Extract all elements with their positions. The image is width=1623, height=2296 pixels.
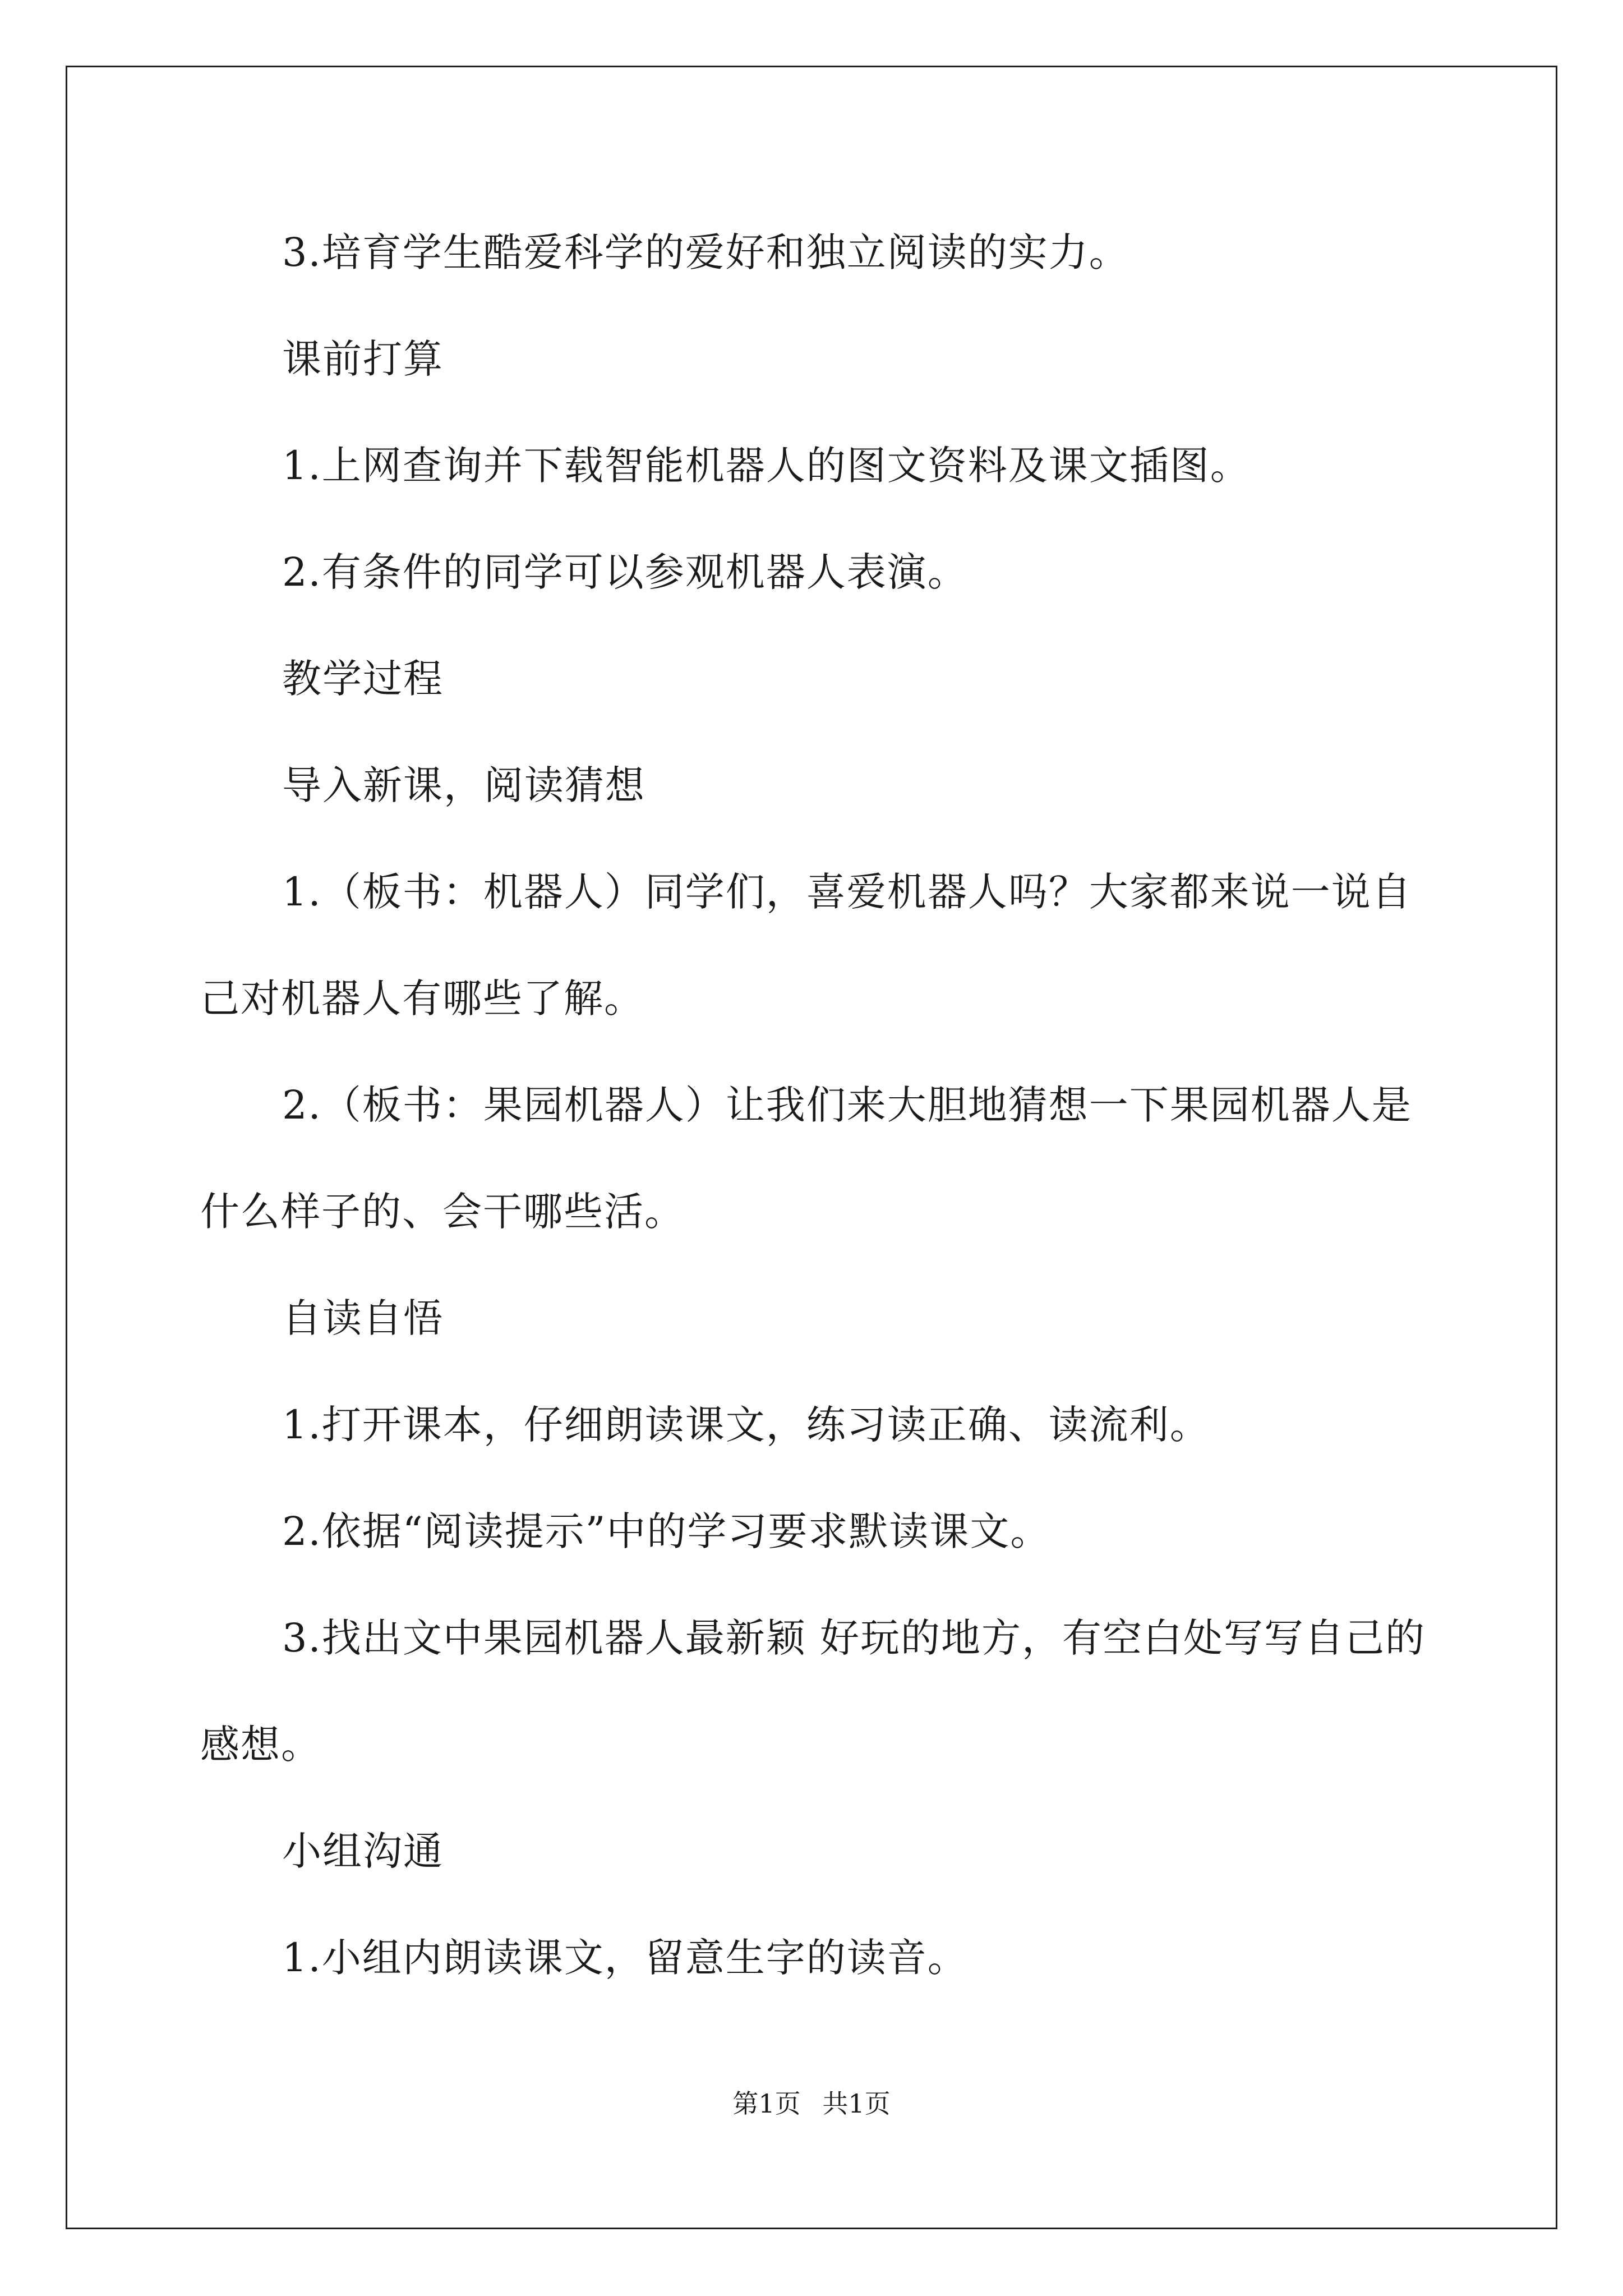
section-heading [282, 331, 1516, 387]
paragraph-line: 3.培育学生酷爱科学的爱好和独立阅读的实力。 [282, 229, 1129, 275]
paragraph-line: 1.打开课本，仔细朗读课文，练习读正确、读流利。 [282, 1402, 1210, 1448]
paragraph-line: 教学过程 [282, 656, 444, 702]
paragraph [200, 1077, 1434, 1240]
section-heading [282, 651, 1516, 707]
paragraph-line: 1.上网查询并下载智能机器人的图文资料及课文插图。 [282, 443, 1251, 489]
paragraph-line: 1.小组内朗读课文，留意生字的读音。 [282, 1935, 968, 1981]
section-heading [282, 1290, 1516, 1346]
paragraph-line: 2.有条件的同学可以参观机器人表演。 [282, 549, 968, 595]
paragraph [200, 864, 1434, 1027]
page-footer [0, 2087, 1623, 2120]
paragraph [282, 1503, 1516, 1559]
page-total: 共1页 [822, 2088, 891, 2119]
section-heading [282, 757, 1516, 813]
paragraph-line: 课前打算 [282, 336, 444, 382]
paragraph-line: 2.依据“阅读提示”中的学习要求默读课文。 [282, 1508, 1051, 1554]
paragraph-line: 导入新课，阅读猜想 [282, 762, 645, 808]
paragraph-line: 小组沟通 [282, 1828, 444, 1874]
page-number: 第1页 [732, 2088, 801, 2119]
paragraph-line: 自读自悟 [282, 1295, 444, 1341]
paragraph-line: 3.找出文中果园机器人最新颖 好玩的地方，有空白处写写自己的 [282, 1615, 1426, 1661]
paragraph [282, 1930, 1516, 1986]
paragraph [282, 544, 1516, 600]
paragraph [200, 1610, 1434, 1773]
paragraph [282, 224, 1516, 280]
paragraph-line: 感想。 [200, 1722, 321, 1768]
section-heading [282, 1823, 1516, 1879]
paragraph-line: 2.（板书：果园机器人）让我们来大胆地猜想一下果园机器人是 [282, 1082, 1412, 1128]
paragraph-line: 己对机器人有哪些了解。 [200, 976, 644, 1022]
paragraph-line: 1.（板书：机器人）同学们，喜爱机器人吗？大家都来说一说自 [282, 869, 1412, 915]
paragraph-line: 什么样子的、会干哪些活。 [200, 1189, 685, 1235]
paragraph [282, 438, 1516, 494]
paragraph [282, 1397, 1516, 1453]
